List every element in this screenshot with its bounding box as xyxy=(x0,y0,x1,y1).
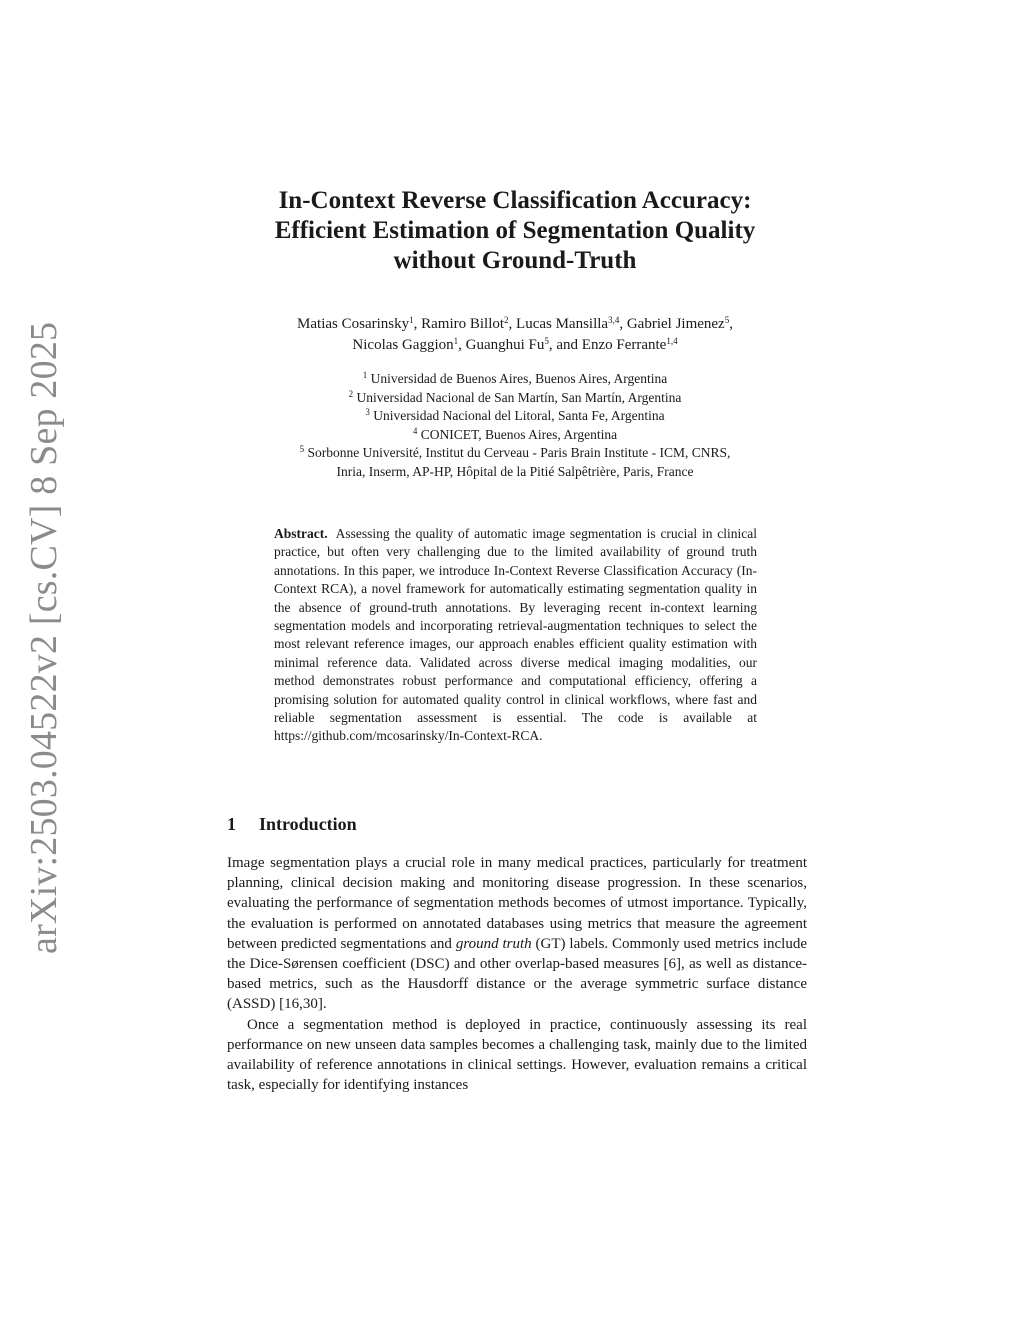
section-number: 1 xyxy=(227,814,236,834)
author-affiliation-mark: 1 xyxy=(453,336,459,346)
section-title: Introduction xyxy=(259,814,357,834)
author-name: Gabriel Jimenez xyxy=(626,316,725,332)
affiliation-number: 2 xyxy=(348,388,354,399)
author-separator: , xyxy=(508,316,517,332)
affiliation-number: 4 xyxy=(412,425,418,436)
author-separator: , xyxy=(458,337,466,353)
affiliation-text: Universidad Nacional de San Martín, San Martín, Argentina xyxy=(356,389,682,405)
author-line-2 xyxy=(200,335,830,356)
author-list xyxy=(200,314,830,356)
affiliation-text: CONICET, Buenos Aires, Argentina xyxy=(420,426,618,442)
author-affiliation-mark: 1,4 xyxy=(666,336,678,346)
affiliation-text: Sorbonne Université, Institut du Cerveau - Paris Brain Institute - ICM, CNRS, xyxy=(307,445,731,460)
affiliation-number: 3 xyxy=(365,407,370,417)
paragraph-text: (GT) labels. Commonly used metrics include the Dice-Sørensen coefficient (DSC) and other overlap-based measures [6], as well as distance-based metrics, such as the Hausdorff distance or the average symmetric surface distance (ASSD) [16,30]. xyxy=(227,935,808,1013)
author-name: and Enzo Ferrante xyxy=(556,337,667,353)
affiliation-list xyxy=(200,370,830,481)
author-separator: , xyxy=(619,316,627,332)
affiliation-text: Universidad Nacional del Litoral, Santa Fe, Argentina xyxy=(373,408,665,423)
title-line-1: In-Context Reverse Classification Accuracy: xyxy=(278,187,752,214)
abstract xyxy=(274,525,757,746)
title-line-2: Efficient Estimation of Segmentation Quality xyxy=(274,217,756,244)
author-line-1 xyxy=(200,314,830,335)
author-separator: , xyxy=(413,316,422,332)
author-name: Lucas Mansilla xyxy=(516,316,609,332)
section-heading xyxy=(227,812,807,836)
affiliation-item-continued xyxy=(200,463,830,482)
paragraph xyxy=(227,853,807,1015)
paragraph: Once a segmentation method is deployed in practice, continuously assessing its real performance on new unseen data samples becomes a challenging task, mainly due to the limited availability of reference annotations in clinical settings. However, evaluation remains a critical task, especially for identifying instances xyxy=(227,1016,807,1094)
abstract-label: Abstract. xyxy=(274,526,328,541)
affiliation-item xyxy=(200,389,830,408)
affiliation-text: Inria, Inserm, AP-HP, Hôpital de la Pitié Salpêtrière, Paris, France xyxy=(336,463,694,479)
author-name: Guanghui Fu xyxy=(465,337,545,353)
affiliation-item xyxy=(200,370,830,389)
body-text xyxy=(227,853,807,1095)
affiliation-number: 1 xyxy=(362,370,368,380)
author-affiliation-mark: 2 xyxy=(504,315,509,325)
author-name: Nicolas Gaggion xyxy=(352,337,454,353)
paper-title xyxy=(200,186,830,276)
author-affiliation-mark: 5 xyxy=(724,315,730,325)
author-separator: , xyxy=(729,316,733,332)
author-affiliation-mark: 3,4 xyxy=(608,315,620,325)
author-name: Ramiro Billot xyxy=(421,316,505,332)
affiliation-item xyxy=(200,444,830,463)
author-name: Matias Cosarinsky xyxy=(297,316,410,332)
emphasized-term: ground truth xyxy=(455,935,532,952)
author-separator: , xyxy=(548,337,557,353)
author-affiliation-mark: 1 xyxy=(409,315,414,325)
affiliation-number: 5 xyxy=(299,444,305,454)
arxiv-identifier-stamp: arXiv:2503.04522v2 [cs.CV] 8 Sep 2025 xyxy=(23,321,65,954)
affiliation-text: Universidad de Buenos Aires, Buenos Aires, Argentina xyxy=(370,371,668,386)
title-line-3: without Ground-Truth xyxy=(393,247,637,274)
author-affiliation-mark: 5 xyxy=(544,336,549,346)
paragraph-text: Image segmentation plays a crucial role in many medical practices, particularly for treatment planning, clinical decision making and monitoring disease progression. In these scenarios, evaluating the performance of segmentation methods becomes of utmost importance. Typically, the evaluation is performed on annotated databases using metrics that measure the agreement between predicted segmentations and xyxy=(227,855,807,952)
affiliation-item xyxy=(200,426,830,445)
affiliation-item xyxy=(200,407,830,426)
abstract-text: Assessing the quality of automatic image segmentation is crucial in clinical practice, but often very challenging due to the limited availability of ground truth annotations. In this paper, we introduce In-Context Reverse Classification Accuracy (In-Context RCA), a novel framework for automatically estimating segmentation quality in the absence of ground-truth annotations. By leveraging recent in-context learning segmentation models and incorporating retrieval-augmentation techniques to select the most relevant reference images, our approach enables efficient quality estimation with minimal reference data. Validated across diverse medical imaging modalities, our method demonstrates robust performance and computational efficiency, offering a promising solution for automated quality control in clinical workflows, where fast and reliable segmentation assessment is essential. The code is available at https://github.com/mcosarinsky/In-Context-RCA. xyxy=(274,526,757,744)
